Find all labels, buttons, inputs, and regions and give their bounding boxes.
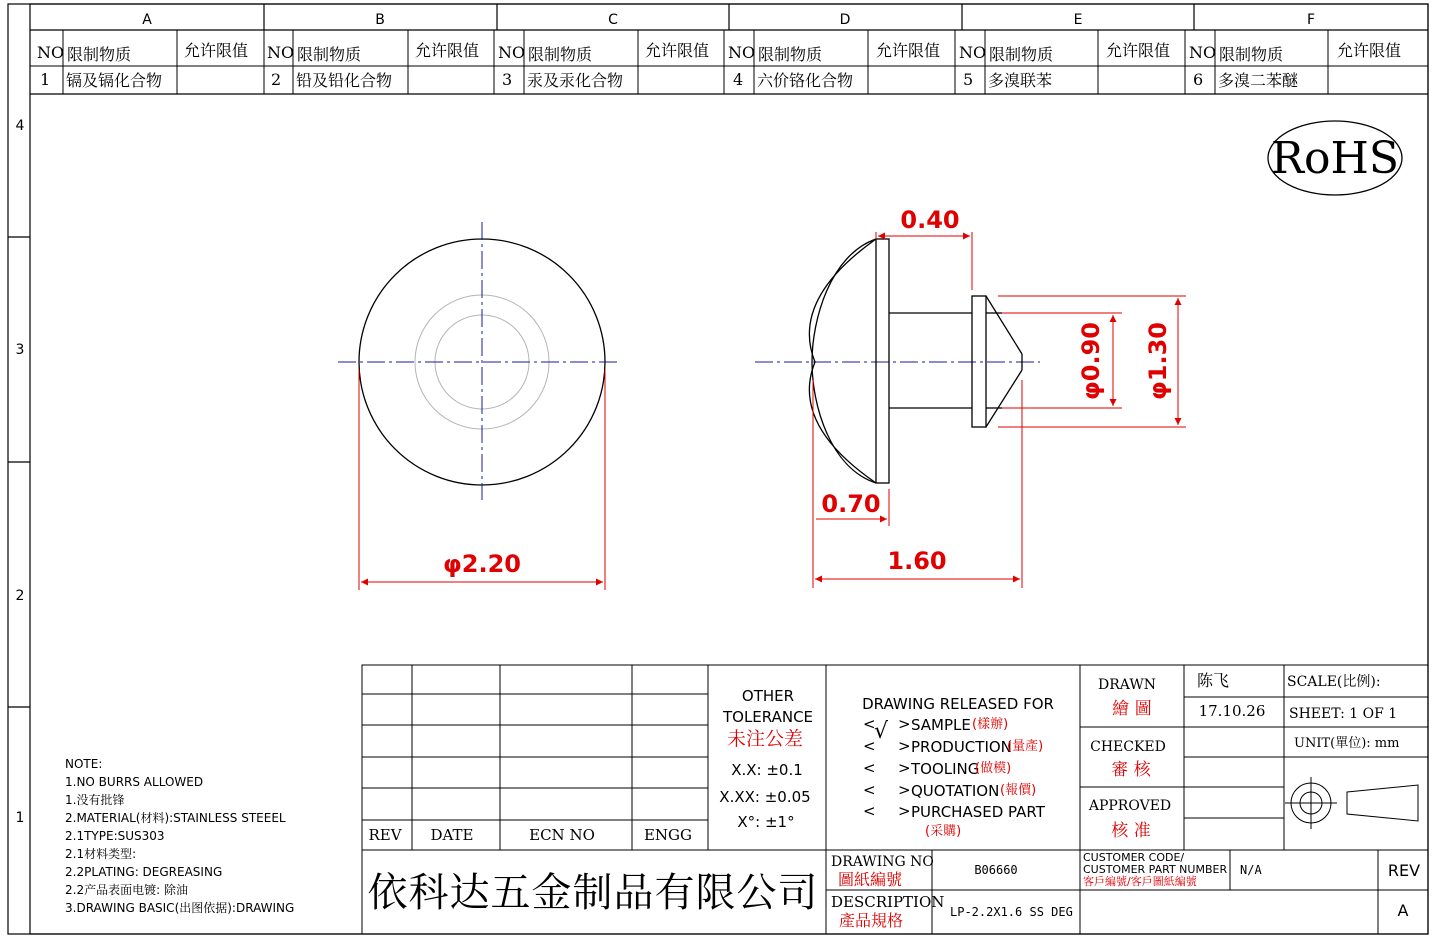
- dome-head: [809, 239, 876, 483]
- substance-name: 多溴二苯醚: [1218, 71, 1299, 90]
- customer-label-cn: 客戶編號/客戶圖紙編號: [1083, 875, 1197, 888]
- approved-label: APPROVED: [1088, 798, 1172, 814]
- substance-no-header: NO: [498, 43, 526, 62]
- drawing-no-label: DRAWING NO: [831, 854, 934, 870]
- rev-box-value: A: [1397, 901, 1409, 920]
- approved-label-cn: 核 准: [1111, 821, 1151, 841]
- substance-no-header: NO: [728, 43, 756, 62]
- note-line: 2.2产品表面电镀: 除油: [65, 883, 188, 897]
- substance-limit-header: 允许限值: [645, 41, 710, 60]
- release-option-label: PRODUCTION: [911, 738, 1012, 756]
- scale-block: [1287, 674, 1399, 751]
- rev-box-label: REV: [1387, 861, 1421, 880]
- rohs-label: RoHS: [1270, 133, 1400, 184]
- release-title: DRAWING RELEASED FOR: [862, 695, 1054, 713]
- substance-name: 铅及铅化合物: [296, 71, 393, 90]
- projection-symbol-icon: [1285, 777, 1418, 829]
- company-name: 依科达五金制品有限公司: [367, 870, 819, 916]
- release-block: [862, 695, 1054, 839]
- zone-row-4: 4: [15, 118, 25, 134]
- substance-name-header: 限制物质: [758, 45, 823, 64]
- zone-col-a: A: [142, 12, 152, 28]
- drawn-name: 陈飞: [1196, 671, 1230, 690]
- dim-length-label: 1.60: [887, 547, 947, 575]
- tolerance-title-2: TOLERANCE: [722, 708, 814, 726]
- substance-no: 6: [1193, 70, 1204, 89]
- release-option-cn: (做模): [975, 761, 1012, 776]
- drawn-label-cn: 繪 圖: [1112, 699, 1152, 719]
- zone-col-f: F: [1306, 12, 1316, 28]
- release-option-label: QUOTATION: [911, 782, 1000, 800]
- customer-label-1: CUSTOMER CODE/: [1083, 851, 1185, 864]
- front-view: [338, 222, 618, 590]
- dim-head-thickness-label: 0.70: [821, 490, 881, 518]
- description-block: [831, 893, 1073, 930]
- note-line: 2.MATERIAL(材料):STAINLESS STEEEL: [65, 811, 286, 825]
- description-label-cn: 產品規格: [839, 911, 904, 930]
- release-option-production: [863, 737, 1043, 756]
- tolerance-xxx: X.XX: ±0.05: [719, 788, 811, 806]
- substance-name: 六价铬化合物: [757, 71, 854, 90]
- tolerance-title-1: OTHER: [741, 687, 795, 705]
- zone-row-2: 2: [15, 588, 25, 604]
- release-option-purchased: [863, 802, 1046, 839]
- substance-limit-header: 允许限值: [415, 41, 480, 60]
- svg-text:>: >: [898, 715, 911, 733]
- release-option-label: PURCHASED PART: [911, 803, 1045, 821]
- customer-block: [1083, 851, 1262, 888]
- release-option-cn: (報價): [1000, 783, 1037, 798]
- ecn-header: ECN NO: [529, 826, 595, 844]
- drawn-label: DRAWN: [1098, 677, 1156, 693]
- substance-name-header: 限制物质: [1219, 45, 1284, 64]
- drawing-no-value: B06660: [974, 863, 1018, 877]
- substance-no-header: NO: [959, 43, 987, 62]
- customer-label-2: CUSTOMER PART NUMBER: [1083, 863, 1228, 876]
- release-option-cn: (樣辦): [972, 717, 1009, 732]
- substance-limit-header: 允许限值: [1337, 41, 1402, 60]
- substance-no-header: NO: [267, 43, 295, 62]
- note-line: 2.1材料类型:: [65, 847, 137, 861]
- dim-chamfer-label: 0.40: [900, 206, 960, 234]
- substance-name-header: 限制物质: [67, 45, 132, 64]
- unit-label: UNIT(單位): mm: [1294, 736, 1400, 751]
- note-line: 1.没有批锋: [65, 793, 125, 807]
- release-option-cn: (采購): [925, 824, 962, 839]
- release-option-cn: (量產): [1007, 739, 1044, 754]
- notes-block: [65, 757, 294, 915]
- substance-no-header: NO: [1189, 43, 1217, 62]
- substance-no: 4: [733, 70, 744, 89]
- svg-text:>: >: [898, 759, 911, 777]
- rev-header: REV: [368, 826, 402, 844]
- substance-name: 镉及镉化合物: [66, 71, 163, 90]
- engg-header: ENGG: [643, 826, 693, 844]
- substance-limit-header: 允许限值: [184, 41, 249, 60]
- dim-tip-diameter-label: φ1.30: [1144, 322, 1172, 400]
- svg-text:>: >: [898, 802, 911, 820]
- substance-name-header: 限制物质: [989, 45, 1054, 64]
- checked-label: CHECKED: [1090, 739, 1166, 755]
- note-line: 2.1TYPE:SUS303: [65, 829, 165, 843]
- tolerance-angle: X°: ±1°: [737, 813, 795, 831]
- dim-head-diameter-label: φ2.20: [443, 550, 521, 578]
- substance-limit-header: 允许限值: [1106, 41, 1171, 60]
- substance-table: [30, 30, 1428, 94]
- note-line: 1.NO BURRS ALLOWED: [65, 775, 204, 789]
- substance-limit-header: 允许限值: [876, 41, 941, 60]
- svg-text:<: <: [863, 802, 876, 820]
- dim-shank-diameter-label: φ0.90: [1077, 322, 1105, 400]
- description-value: LP-2.2X1.6 SS DEG: [950, 905, 1073, 919]
- substance-no: 5: [963, 70, 974, 89]
- substance-no-header: NO: [37, 43, 65, 62]
- substance-no: 1: [40, 70, 51, 89]
- drawn-date: 17.10.26: [1198, 702, 1266, 720]
- customer-value: N/A: [1240, 863, 1262, 877]
- zone-col-e: E: [1073, 12, 1083, 28]
- svg-text:<: <: [863, 737, 876, 755]
- sheet-label: SHEET: 1 OF 1: [1289, 706, 1398, 722]
- release-option-quotation: [863, 781, 1036, 800]
- zone-row-1: 1: [15, 810, 25, 826]
- note-line: 3.DRAWING BASIC(出图依据):DRAWING: [65, 901, 295, 915]
- svg-text:>: >: [898, 737, 911, 755]
- substance-name: 多溴联苯: [988, 71, 1053, 90]
- rohs-mark: [1268, 121, 1402, 195]
- zone-row-labels: [16, 118, 25, 826]
- sheet-frame: [8, 4, 1428, 934]
- substance-no: 3: [502, 70, 513, 89]
- release-option-tooling: [863, 759, 1011, 778]
- zone-col-c: C: [608, 12, 618, 28]
- side-view: [755, 206, 1186, 588]
- substance-name-header: 限制物质: [528, 45, 593, 64]
- dim-chamfer: [876, 232, 972, 290]
- substance-name-header: 限制物质: [297, 45, 362, 64]
- tolerance-block: [719, 687, 813, 831]
- drawing-no-label-cn: 圖紙編號: [838, 870, 903, 889]
- check-mark-icon: √: [874, 719, 889, 744]
- zone-col-b: B: [375, 12, 385, 28]
- drawing-no-block: [831, 854, 1018, 889]
- scale-label: SCALE(比例):: [1287, 674, 1381, 690]
- date-header: DATE: [430, 826, 474, 844]
- tolerance-title-cn: 未注公差: [726, 728, 804, 750]
- zone-col-d: D: [839, 12, 851, 28]
- svg-text:<: <: [863, 715, 876, 733]
- svg-text:<: <: [863, 759, 876, 777]
- svg-text:<: <: [863, 781, 876, 799]
- substance-name: 汞及汞化合物: [527, 71, 624, 90]
- svg-text:>: >: [898, 781, 911, 799]
- head-flange: [876, 239, 889, 483]
- checked-label-cn: 審 核: [1111, 760, 1151, 780]
- release-option-label: SAMPLE: [911, 716, 971, 734]
- tolerance-xx: X.X: ±0.1: [731, 761, 803, 779]
- zone-row-3: 3: [15, 342, 25, 358]
- substance-no: 2: [271, 70, 282, 89]
- description-label: DESCRIPTION: [831, 893, 945, 911]
- note-line: NOTE:: [65, 757, 103, 771]
- release-option-label: TOOLING: [911, 760, 980, 778]
- note-line: 2.2PLATING: DEGREASING: [65, 865, 223, 879]
